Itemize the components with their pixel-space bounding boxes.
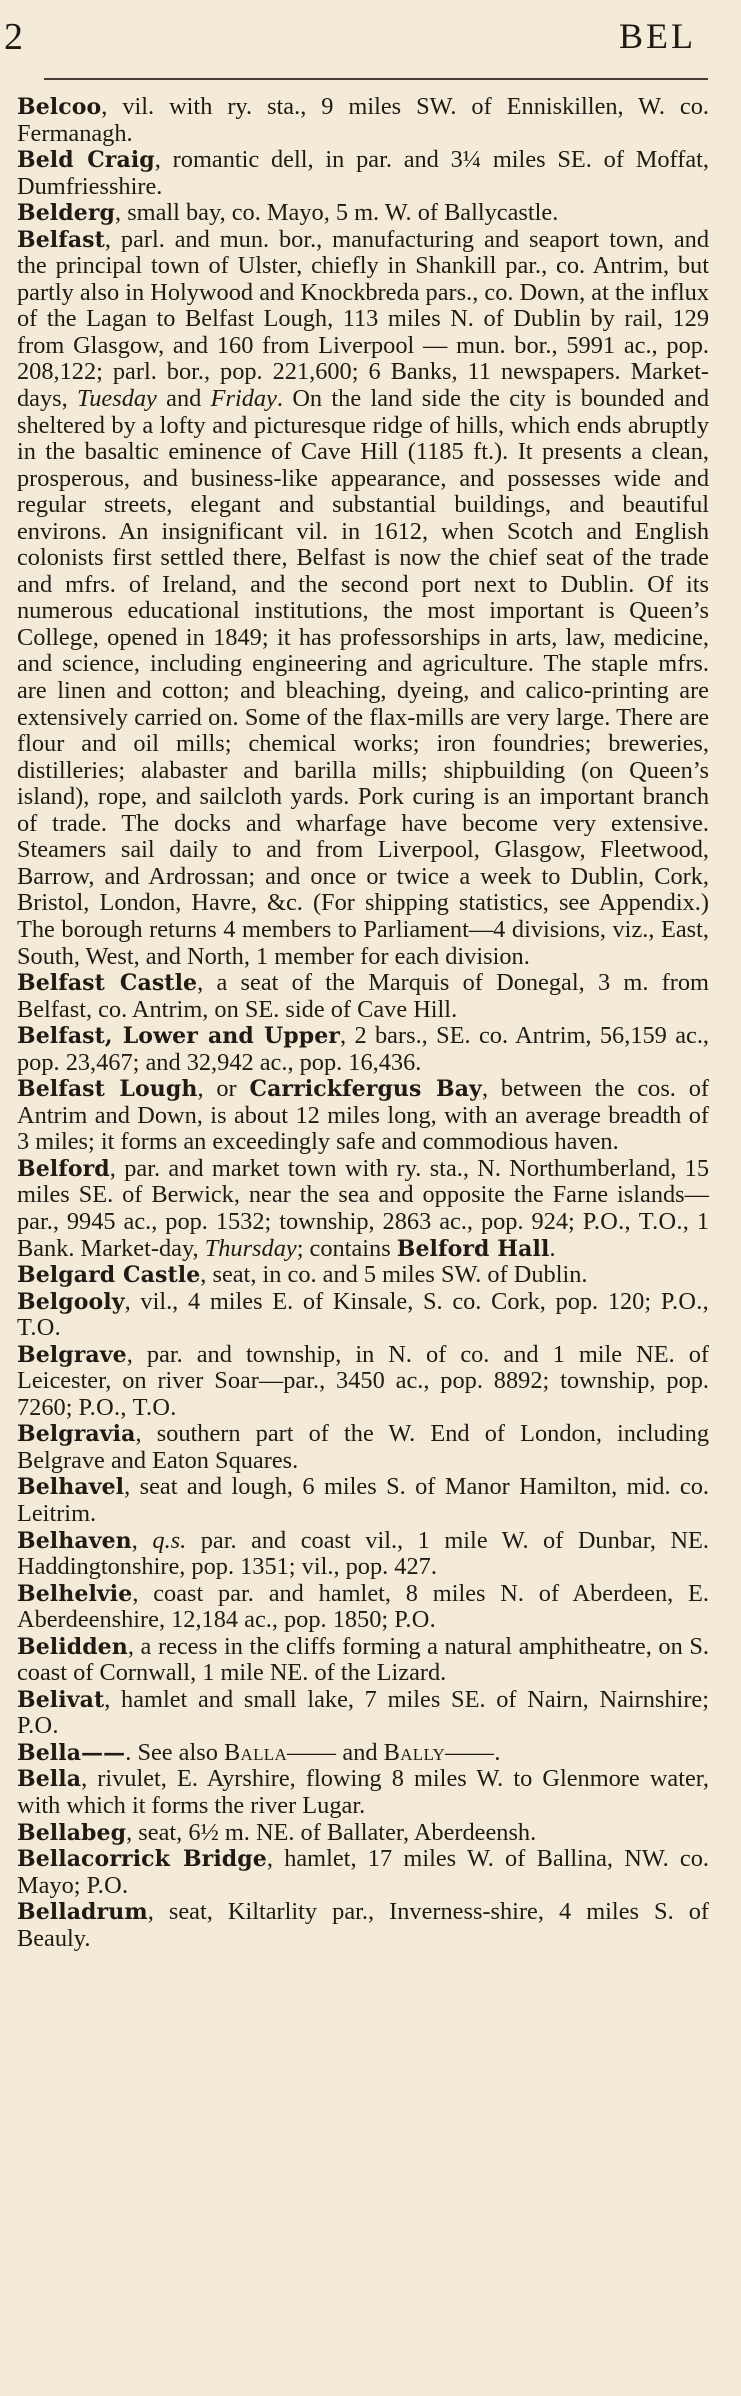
entry-text: , hamlet and small lake, 7 miles SE. of Nairn, Nairnshire; — [104, 1685, 709, 1713]
entry-belladrum — [17, 1899, 709, 1952]
entry-text: . — [549, 1234, 556, 1262]
entry-belfast-lough — [17, 1076, 709, 1156]
post-office-abbreviation: P.O., T.O. — [17, 1287, 709, 1342]
headword-belidden: Belidden — [17, 1633, 128, 1660]
entry-text: par. and coast vil., 1 mile W. of Dunbar, NE. Haddingtonshire, pop. 1351; vil., pop. 427. — [17, 1526, 710, 1581]
entry-text: and — [336, 1738, 384, 1766]
entry-belderg — [17, 200, 709, 227]
entry-text: , 2 bars., SE. co. Antrim, 56,159 ac., pop. 23,467; and 32,942 ac., pop. 16,436. — [17, 1022, 709, 1076]
entry-belgard-castle — [17, 1262, 709, 1289]
headword-belladrum: Belladrum — [17, 1899, 148, 1926]
entry-text: , vil., 4 miles E. of Kinsale, S. co. Cork, pop. 120; — [124, 1287, 661, 1315]
entry-text: , vil. with ry. sta., 9 miles SW. of Enniskillen, W. co. Fermanagh. — [17, 93, 709, 147]
entry-text: , par. and market town with ry. sta., N. Northumberland, 15 miles SE. of Berwick, near the sea and opposite the Farne islands—par., 9945 ac., pop. 1532; township, 2863 ac., pop. 924; — [17, 1154, 709, 1235]
entry-text: , or — [197, 1075, 250, 1103]
market-day-tuesday: Tuesday — [77, 385, 157, 413]
entry-text: , rivulet, E. Ayrshire, flowing 8 miles W. to Glenmore water, with which it forms the river Lugar. — [17, 1765, 709, 1819]
headword-belgravia: Belgravia — [17, 1421, 136, 1448]
headword-belgrave: Belgrave — [17, 1341, 127, 1368]
entry-text: , coast par. and hamlet, 8 miles N. of Aberdeen, E. Aberdeenshire, 12,184 ac., pop. 1850; — [17, 1579, 709, 1634]
market-day-thursday: Thursday — [204, 1234, 297, 1262]
entry-text: ; contains — [296, 1234, 397, 1262]
headword-belfast-lough: Belfast Lough — [17, 1076, 198, 1103]
entry-text: , parl. and mun. bor., manufacturing and seaport town, and the principal town of Ulster, chiefly in Shankill par., co. Antrim, but partly also in Holywood and Knockbreda pars., co. Down, at the influx of the Lagan to Belfast Lough, 113 miles N. of Dublin by rail, 129 from Glasgow, and 160 from Liverpool — mun. bor., 5991 ac., pop. 208,122; parl. bor., pop. 221,600; 6 Banks, 11 newspapers. Market-days, — [17, 225, 709, 413]
entry-text: , between the cos. of Antrim and Down, is about 12 miles long, with an average breadth of 3 miles; it forms an exceedingly safe and commodious haven. — [17, 1075, 709, 1156]
page-header — [0, 0, 741, 88]
running-head: BEL — [619, 16, 696, 56]
headword-belhavel: Belhavel — [17, 1474, 125, 1501]
entry-text: . On the land side the city is bounded and sheltered by a lofty and picturesque ridge of hills, which ends abruptly in the basaltic eminence of Cave Hill (1185 ft.). It presents a clean, prosperous, and business-like appearance, and possesses wide and regular streets, elegant and substantial buildings, and beautiful environs. An insignificant vil. in 1612, when Scotch and English colonists first settled there, Belfast is now the chief seat of the trade and mfrs. of Ireland, and the second port next to Dublin. Of its numerous educational institutions, the most important is Queen’s College, opened in 1849; it has professorships in arts, law, medicine, and science, including engineering and agriculture. The staple mfrs. are linen and cotton; and bleaching, dyeing, and calico-printing are extensively carried on. Some of the flax-mills are very large. There are flour and oil mills; chemical works; iron foundries; breweries, distilleries; alabaster and barilla mills; shipbuilding (on Queen’s island), rope, and sailcloth yards. Pork curing is an important branch of trade. The docks and wharfage have become very extensive. Steamers sail daily to and from Liverpool, Glasgow, Fleetwood, Barrow, and Ardrossan; and once or twice a week to Dublin, Cork, Bristol, London, Havre, &c. (For shipping statistics, see Appendix.) The borough returns 4 members to Parliament—4 divisions, viz., East, South, West, and North, 1 member for each division. — [17, 385, 710, 970]
post-office-abbreviation: P.O., T.O. — [78, 1393, 177, 1421]
quod-vide-abbreviation: q.s. — [152, 1526, 187, 1554]
page-number: 2 — [4, 16, 24, 58]
entry-text: , hamlet, 17 miles W. of Ballina, NW. co. Mayo; — [17, 1845, 709, 1899]
entry-text: , a recess in the cliffs forming a natural amphitheatre, on S. coast of Cornwall, 1 mile NE. of the Lizard. — [17, 1632, 709, 1687]
headword-carrickfergus-bay: Carrickfergus Bay — [249, 1076, 482, 1103]
post-office-abbreviation: P.O. — [17, 1712, 59, 1740]
entry-beld-craig — [17, 147, 709, 200]
entry-text: , par. and township, in N. of co. and 1 mile NE. of Leicester, on river Soar—par., 3450 ac., pop. 8892; township, pop. 7260; — [17, 1340, 709, 1421]
entry-belfast-castle — [17, 970, 709, 1023]
post-office-abbreviation: P.O. — [394, 1606, 437, 1634]
header-rule — [44, 78, 708, 80]
gazetteer-entries — [17, 94, 709, 1952]
entry-text: . See also — [125, 1738, 224, 1766]
entry-bellabeg — [17, 1820, 709, 1847]
headword-belford: Belford — [17, 1155, 110, 1182]
entry-belhaven — [17, 1528, 709, 1581]
entry-text: , — [131, 1526, 153, 1554]
entry-belfast — [17, 227, 709, 970]
headword-bellabeg: Bellabeg — [17, 1819, 127, 1846]
entry-belgooly — [17, 1289, 709, 1342]
entry-text: , southern part of the W. End of London, including Belgrave and Eaton Squares. — [17, 1420, 709, 1474]
headword-belhaven: Belhaven — [17, 1527, 132, 1554]
market-day-friday: Friday — [210, 385, 277, 413]
headword-belfast-castle: Belfast Castle — [17, 970, 198, 997]
entry-text: , small bay, co. Mayo, 5 m. W. of Ballycastle. — [115, 199, 559, 227]
belford-hall-term: Belford Hall — [396, 1235, 550, 1262]
entry-text: , seat, 6½ m. NE. of Ballater, Aberdeensh. — [126, 1818, 537, 1846]
entry-bellacorrick-bridge — [17, 1846, 709, 1899]
entry-belivat — [17, 1687, 709, 1740]
entry-belcoo — [17, 94, 709, 147]
headword-bellacorrick-bridge: Bellacorrick Bridge — [17, 1846, 267, 1873]
entry-belgrave — [17, 1342, 709, 1422]
entry-text: , seat, in co. and 5 miles SW. of Dublin. — [200, 1261, 588, 1289]
entry-belfast-lower-upper — [17, 1023, 709, 1076]
entry-text: , seat, Kiltarlity par., Inverness-shire, 4 miles S. of Beauly. — [17, 1898, 709, 1952]
entry-bella-see-also — [17, 1740, 709, 1767]
post-office-abbreviation: P.O., T.O. — [582, 1207, 683, 1235]
headword-belfast: Belfast — [17, 226, 105, 253]
entry-text: , seat and lough, 6 miles S. of Manor Hamilton, mid. co. Leitrim. — [17, 1473, 709, 1527]
entry-text: , romantic dell, in par. and 3¼ miles SE. of Moffat, Dumfriesshire. — [17, 146, 709, 200]
headword-belgard-castle: Belgard Castle — [17, 1262, 201, 1289]
entry-bella — [17, 1766, 709, 1819]
entry-text: , a seat of the Marquis of Donegal, 3 m. from Belfast, co. Antrim, on SE. side of Cave Hill. — [17, 969, 709, 1023]
entry-belhelvie — [17, 1581, 709, 1634]
headword-belderg: Belderg — [17, 200, 116, 227]
entry-belhavel — [17, 1474, 709, 1527]
headword-belhelvie: Belhelvie — [17, 1580, 133, 1607]
cross-reference-bally: Bally—— — [383, 1738, 495, 1766]
headword-belivat: Belivat — [17, 1686, 105, 1713]
headword-belcoo: Belcoo — [17, 94, 102, 120]
headword-beld-craig: Beld Craig — [17, 147, 155, 174]
entry-belford — [17, 1156, 709, 1262]
entry-text: . — [494, 1738, 501, 1766]
headword-bella-prefix: Bella—— — [17, 1739, 126, 1766]
entry-belgravia — [17, 1421, 709, 1474]
entry-text: and — [156, 385, 211, 413]
post-office-abbreviation: P.O. — [86, 1871, 129, 1899]
headword-belgooly: Belgooly — [17, 1288, 125, 1315]
cross-reference-balla: Balla—— — [223, 1738, 337, 1766]
headword-belfast-lower-upper: Belfast, Lower and Upper — [17, 1023, 340, 1050]
entry-belidden — [17, 1634, 709, 1687]
headword-bella: Bella — [17, 1766, 82, 1793]
entry-text: , 1 Bank. Market-day, — [17, 1207, 710, 1262]
